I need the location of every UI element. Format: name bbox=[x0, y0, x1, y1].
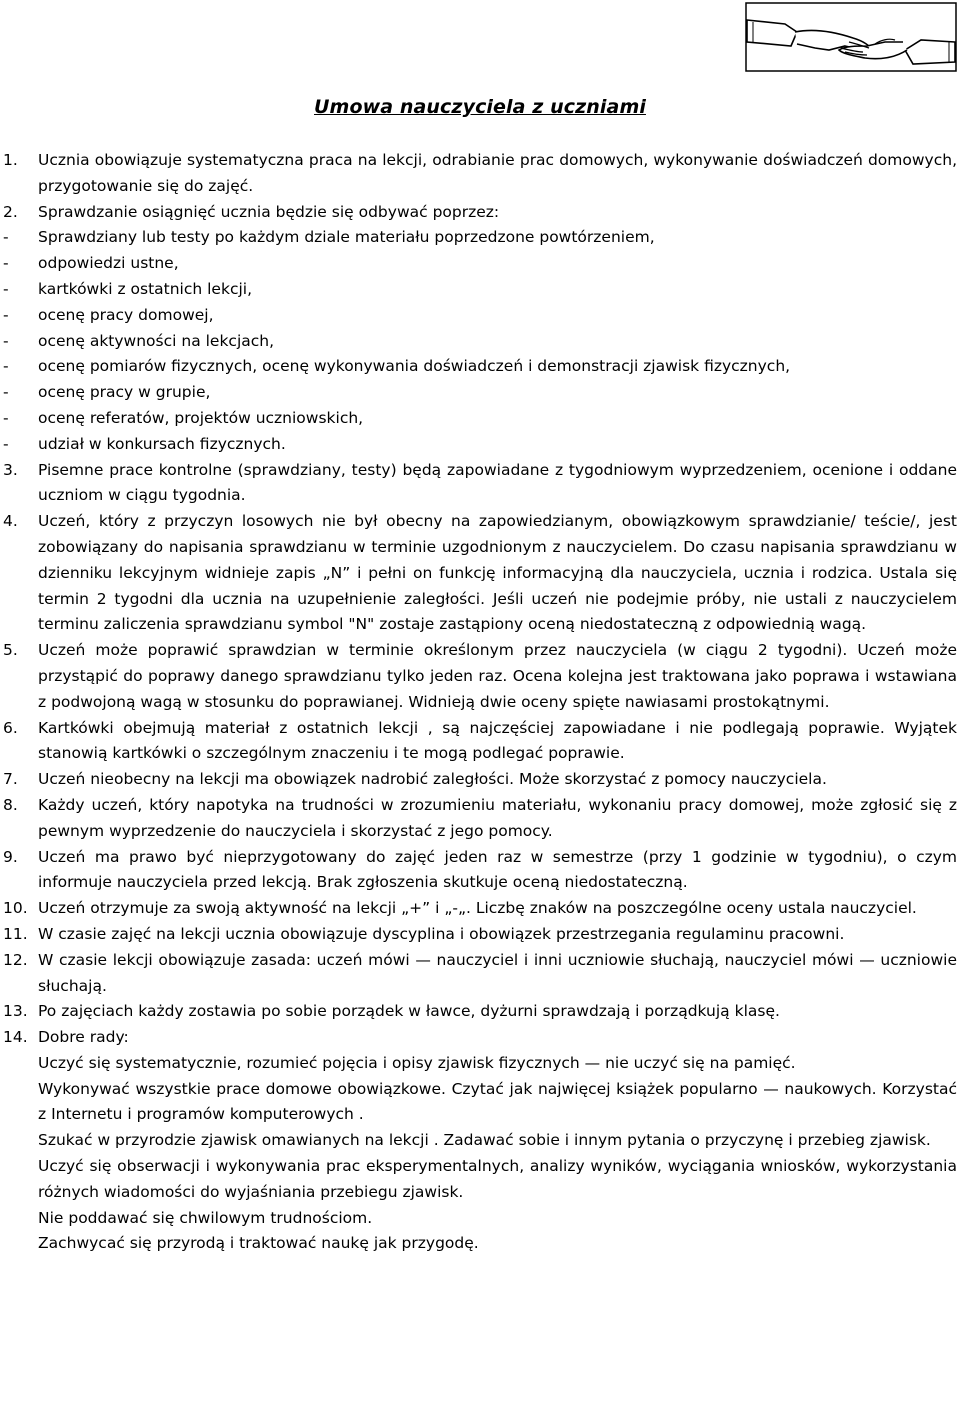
item-number: 7. bbox=[3, 770, 18, 789]
item-paragraph: W czasie lekcji obowiązuje zasada: uczeń mówi — nauczyciel i inni uczniowie słuchają, nauczyciel mówi — uczniowie słuchają. bbox=[38, 950, 957, 995]
sub-list-item bbox=[3, 277, 957, 303]
list-item bbox=[3, 148, 957, 200]
item-paragraph: W czasie zajęć na lekcji ucznia obowiązuje dyscyplina i obowiązek przestrzegania regulaminu pracowni. bbox=[38, 924, 845, 943]
item-text bbox=[38, 793, 957, 845]
item-text bbox=[38, 638, 957, 715]
list-item bbox=[3, 767, 957, 793]
item-paragraph: Uczeń może poprawić sprawdzian w terminie określonym przez nauczyciela (w ciągu 2 tygodni). Uczeń może przystąpić do poprawy danego sprawdzianu tylko jeden raz. Ocena kolejna jest traktowana jako poprawa i wstawiana z podwojoną wagą w stosunku do poprawianej. Widnieją dwie oceny spięte nawiasami prostokątnymi. bbox=[38, 641, 957, 711]
item-paragraph: Szukać w przyrodzie zjawisk omawianych na lekcji . Zadawać sobie i innym pytania o przyczynę i przebieg zjawisk. bbox=[38, 1131, 931, 1150]
list-item bbox=[3, 896, 957, 922]
item-paragraph: Sprawdzanie osiągnięć ucznia będzie się odbywać poprzez: bbox=[38, 202, 500, 221]
sub-list-item bbox=[3, 380, 957, 406]
sub-list-item bbox=[3, 329, 957, 355]
item-text bbox=[38, 922, 957, 948]
item-number: 14. bbox=[3, 1028, 28, 1047]
dash-bullet: - bbox=[3, 434, 9, 453]
item-number: 4. bbox=[3, 512, 18, 531]
item-paragraph: Po zajęciach każdy zostawia po sobie porządek w ławce, dyżurni sprawdzają i porządkują klasę. bbox=[38, 1002, 780, 1021]
sub-list-item bbox=[3, 432, 957, 458]
handshake-icon bbox=[745, 2, 957, 72]
list-item bbox=[3, 793, 957, 845]
item-paragraph: Uczeń nieobecny na lekcji ma obowiązek nadrobić zaległości. Może skorzystać z pomocy nauczyciela. bbox=[38, 770, 827, 789]
sub-list-item bbox=[3, 354, 957, 380]
item-number: 12. bbox=[3, 950, 28, 969]
sub-list-item bbox=[3, 303, 957, 329]
item-paragraph: Zachwycać się przyrodą i traktować naukę jak przygodę. bbox=[38, 1234, 479, 1253]
list-item bbox=[3, 922, 957, 948]
dash-bullet: - bbox=[3, 383, 9, 402]
item-number: 10. bbox=[3, 899, 28, 918]
item-number: 2. bbox=[3, 202, 18, 221]
item-paragraph: Uczyć się systematycznie, rozumieć pojęcia i opisy zjawisk fizycznych — nie uczyć się na pamięć. bbox=[38, 1053, 796, 1072]
item-text bbox=[38, 767, 957, 793]
list-item bbox=[3, 638, 957, 715]
sub-item-text: ocenę pracy domowej, bbox=[38, 305, 214, 324]
item-number: 11. bbox=[3, 924, 28, 943]
sub-item-text: ocenę pracy w grupie, bbox=[38, 383, 211, 402]
dash-bullet: - bbox=[3, 279, 9, 298]
list-item bbox=[3, 1025, 957, 1257]
item-paragraph: Uczeń otrzymuje za swoją aktywność na lekcji „+” i „-„. Liczbę znaków na poszczególne oceny ustala nauczyciel. bbox=[38, 899, 917, 918]
item-number: 8. bbox=[3, 795, 18, 814]
sub-list-item bbox=[3, 225, 957, 251]
item-text bbox=[38, 509, 957, 638]
sub-item-text: ocenę referatów, projektów uczniowskich, bbox=[38, 408, 364, 427]
item-paragraph: Uczeń ma prawo być nieprzygotowany do zajęć jeden raz w semestrze (przy 1 godzinie w tygodniu), o czym informuje nauczyciela przed lekcją. Brak zgłoszenia skutkuje oceną niedostateczną. bbox=[38, 847, 957, 892]
sub-item-text: kartkówki z ostatnich lekcji, bbox=[38, 279, 253, 298]
item-paragraph: Kartkówki obejmują materiał z ostatnich lekcji , są najczęściej zapowiadane i nie podlegają poprawie. Wyjątek stanowią kartkówki o szczególnym znaczeniu i te mogą podlegać poprawie. bbox=[38, 718, 957, 763]
sub-item-text: ocenę aktywności na lekcjach, bbox=[38, 331, 275, 350]
item-paragraph: Uczeń, który z przyczyn losowych nie był obecny na zapowiedzianym, obowiązkowym sprawdzianie/ teście/, jest zobowiązany do napisania sprawdzianu w terminie uzgodnionym z nauczycielem. Do czasu napisania sprawdzianu w dzienniku lekcyjnym widnieje zapis „N” i pełni on funkcję informacyjną dla nauczyciela, ucznia i rodzica. Ustala się termin 2 tygodni dla ucznia na uzupełnienie zaległości. Jeśli uczeń nie podejmie próby, nie ustali z nauczycielem terminu zaliczenia sprawdzianu symbol "N" zostaje zastąpiony oceną niedostateczną z odpowiednią wagą. bbox=[38, 512, 957, 634]
item-text bbox=[38, 896, 957, 922]
item-text bbox=[38, 1025, 957, 1257]
item-text bbox=[38, 845, 957, 897]
item-number: 6. bbox=[3, 718, 18, 737]
item-text bbox=[38, 948, 957, 1000]
list-item bbox=[3, 716, 957, 768]
dash-bullet: - bbox=[3, 254, 9, 273]
item-paragraph: Dobre rady: bbox=[38, 1028, 129, 1047]
item-text bbox=[38, 148, 957, 200]
list-item bbox=[3, 999, 957, 1025]
dash-bullet: - bbox=[3, 357, 9, 376]
sub-item-text: Sprawdziany lub testy po każdym dziale materiału poprzedzone powtórzeniem, bbox=[38, 228, 655, 247]
list-item bbox=[3, 948, 957, 1000]
dash-bullet: - bbox=[3, 331, 9, 350]
item-number: 13. bbox=[3, 1002, 28, 1021]
item-paragraph: Pisemne prace kontrolne (sprawdziany, testy) będą zapowiadane z tygodniowym wyprzedzeniem, ocenione i oddane uczniom w ciągu tygodnia. bbox=[38, 460, 957, 505]
sub-list-item bbox=[3, 406, 957, 432]
item-number: 5. bbox=[3, 641, 18, 660]
item-text bbox=[38, 999, 957, 1025]
dash-bullet: - bbox=[3, 228, 9, 247]
sub-item-text: odpowiedzi ustne, bbox=[38, 254, 179, 273]
list-item bbox=[3, 845, 957, 897]
list-item bbox=[3, 458, 957, 510]
item-paragraph: Wykonywać wszystkie prace domowe obowiązkowe. Czytać jak najwięcej książek popularno — naukowych. Korzystać z Internetu i programów komputerowych . bbox=[38, 1079, 957, 1124]
item-text bbox=[38, 200, 957, 226]
sub-item-text: udział w konkursach fizycznych. bbox=[38, 434, 286, 453]
item-number: 3. bbox=[3, 460, 18, 479]
item-text bbox=[38, 458, 957, 510]
item-number: 9. bbox=[3, 847, 18, 866]
item-paragraph: Każdy uczeń, który napotyka na trudności w zrozumieniu materiału, wykonaniu pracy domowej, może zgłosić się z pewnym wyprzedzenie do nauczyciela i skorzystać z jego pomocy. bbox=[38, 795, 957, 840]
item-paragraph: Nie poddawać się chwilowym trudnościom. bbox=[38, 1208, 373, 1227]
document-body bbox=[3, 148, 957, 1257]
dash-bullet: - bbox=[3, 408, 9, 427]
item-paragraph: Ucznia obowiązuje systematyczna praca na lekcji, odrabianie prac domowych, wykonywanie doświadczeń domowych, przygotowanie się do zajęć. bbox=[38, 151, 957, 195]
item-text bbox=[38, 716, 957, 768]
sub-item-text: ocenę pomiarów fizycznych, ocenę wykonywania doświadczeń i demonstracji zjawisk fizycznych, bbox=[38, 357, 791, 376]
sub-list-item bbox=[3, 251, 957, 277]
list-item bbox=[3, 200, 957, 226]
item-number: 1. bbox=[3, 151, 18, 169]
page-title: Umowa nauczyciela z uczniami bbox=[314, 96, 646, 118]
list-item bbox=[3, 509, 957, 638]
item-paragraph: Uczyć się obserwacji i wykonywania prac eksperymentalnych, analizy wyników, wyciągania wniosków, wykorzystania różnych wiadomości do wyjaśniania przebiegu zjawisk. bbox=[38, 1157, 957, 1201]
dash-bullet: - bbox=[3, 305, 9, 324]
